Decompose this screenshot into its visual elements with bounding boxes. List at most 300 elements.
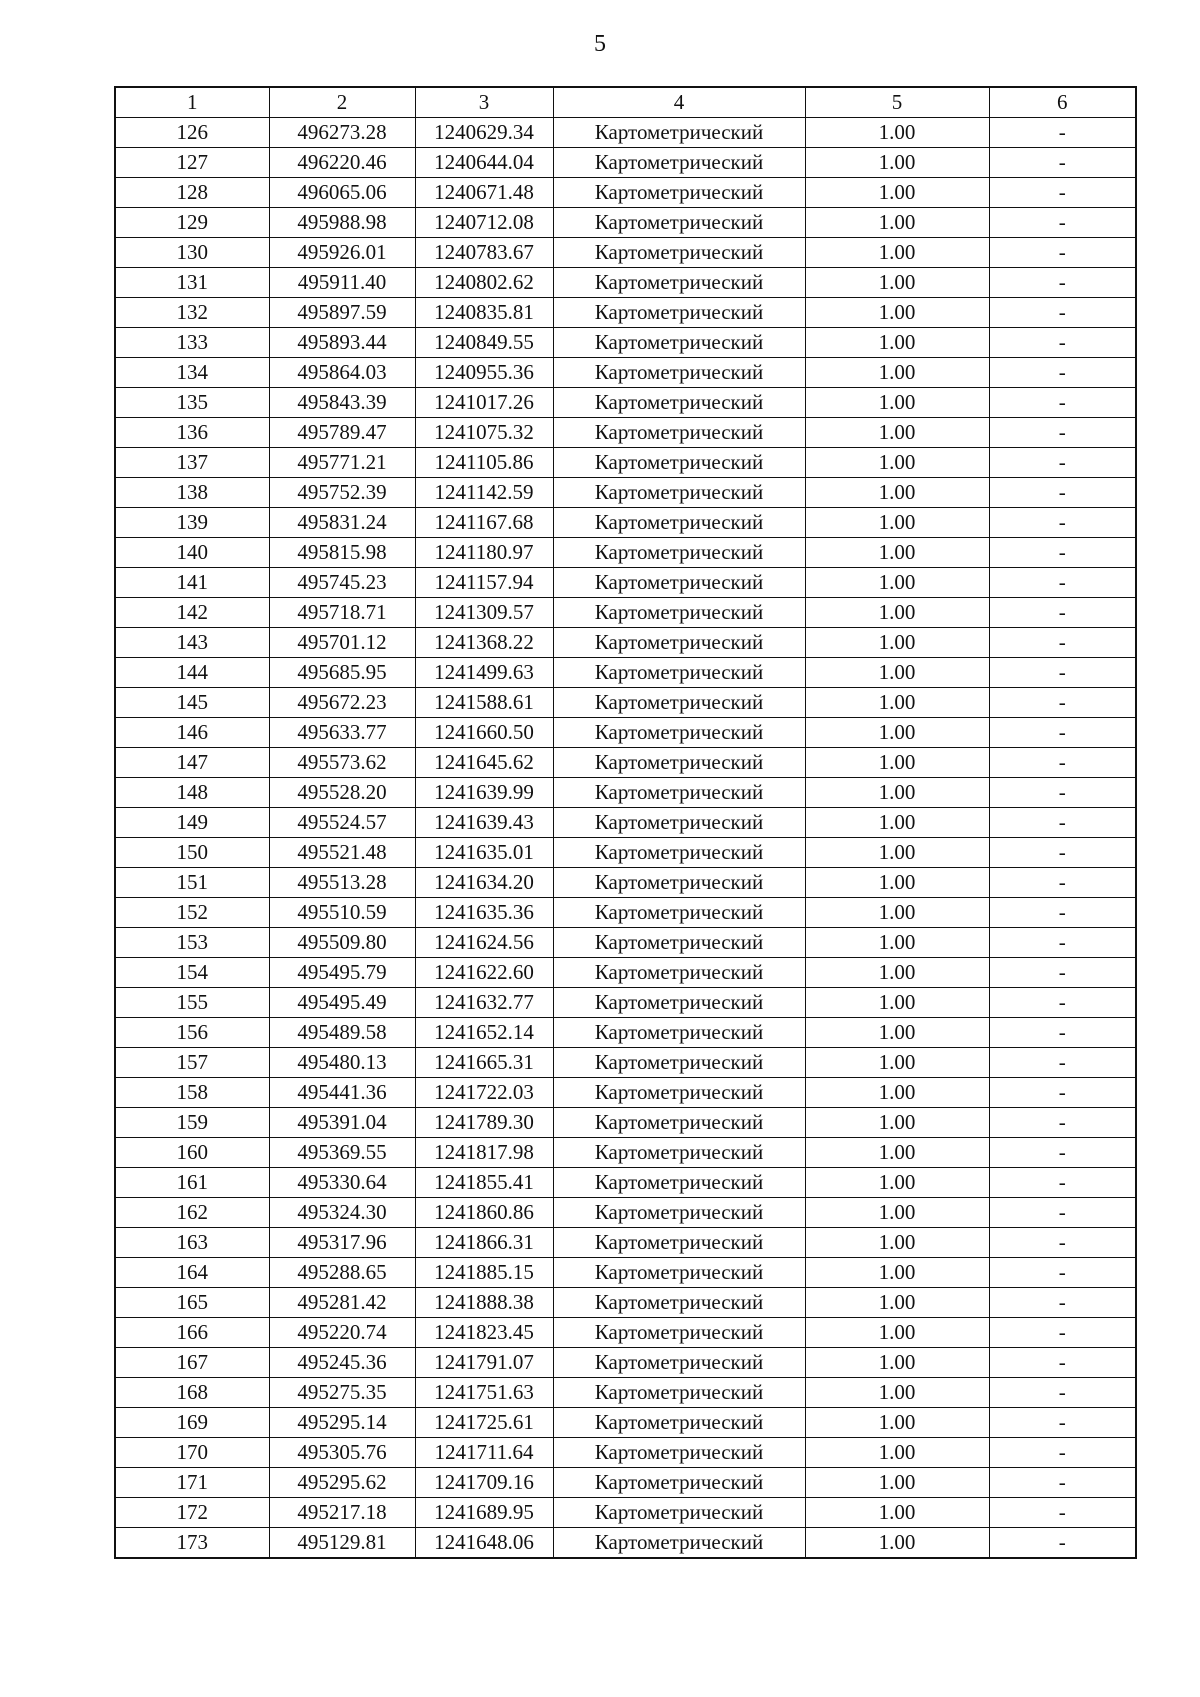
cell-y-coordinate: 1240802.62 — [415, 268, 553, 298]
cell-x-coordinate: 495911.40 — [269, 268, 415, 298]
cell-note: - — [989, 1348, 1136, 1378]
cell-note: - — [989, 1378, 1136, 1408]
table-row — [115, 238, 1136, 268]
cell-x-coordinate: 495672.23 — [269, 688, 415, 718]
header-col-4: 4 — [553, 87, 805, 118]
cell-y-coordinate: 1241167.68 — [415, 508, 553, 538]
cell-x-coordinate: 495305.76 — [269, 1438, 415, 1468]
cell-y-coordinate: 1241622.60 — [415, 958, 553, 988]
cell-y-coordinate: 1241789.30 — [415, 1108, 553, 1138]
cell-accuracy: 1.00 — [805, 838, 989, 868]
cell-method: Картометрический — [553, 208, 805, 238]
cell-y-coordinate: 1241711.64 — [415, 1438, 553, 1468]
cell-method: Картометрический — [553, 1438, 805, 1468]
cell-method: Картометрический — [553, 148, 805, 178]
cell-point-number: 145 — [115, 688, 269, 718]
cell-y-coordinate: 1241624.56 — [415, 928, 553, 958]
table-row — [115, 988, 1136, 1018]
cell-y-coordinate: 1240712.08 — [415, 208, 553, 238]
cell-accuracy: 1.00 — [805, 538, 989, 568]
cell-point-number: 156 — [115, 1018, 269, 1048]
cell-x-coordinate: 495217.18 — [269, 1498, 415, 1528]
cell-x-coordinate: 495275.35 — [269, 1378, 415, 1408]
cell-note: - — [989, 118, 1136, 148]
cell-y-coordinate: 1241635.01 — [415, 838, 553, 868]
cell-method: Картометрический — [553, 628, 805, 658]
cell-method: Картометрический — [553, 568, 805, 598]
cell-point-number: 148 — [115, 778, 269, 808]
cell-point-number: 168 — [115, 1378, 269, 1408]
table-row — [115, 1318, 1136, 1348]
cell-note: - — [989, 1528, 1136, 1559]
cell-note: - — [989, 148, 1136, 178]
cell-x-coordinate: 496220.46 — [269, 148, 415, 178]
cell-method: Картометрический — [553, 328, 805, 358]
cell-note: - — [989, 988, 1136, 1018]
table-row — [115, 448, 1136, 478]
cell-accuracy: 1.00 — [805, 208, 989, 238]
header-col-5: 5 — [805, 87, 989, 118]
cell-method: Картометрический — [553, 1378, 805, 1408]
table-row — [115, 838, 1136, 868]
cell-point-number: 146 — [115, 718, 269, 748]
cell-y-coordinate: 1241817.98 — [415, 1138, 553, 1168]
table-row — [115, 388, 1136, 418]
table-row — [115, 778, 1136, 808]
cell-method: Картометрический — [553, 418, 805, 448]
cell-accuracy: 1.00 — [805, 868, 989, 898]
cell-note: - — [989, 778, 1136, 808]
cell-accuracy: 1.00 — [805, 1498, 989, 1528]
cell-accuracy: 1.00 — [805, 1108, 989, 1138]
cell-accuracy: 1.00 — [805, 568, 989, 598]
cell-point-number: 166 — [115, 1318, 269, 1348]
cell-accuracy: 1.00 — [805, 1318, 989, 1348]
table-row — [115, 298, 1136, 328]
cell-note: - — [989, 298, 1136, 328]
table-row — [115, 928, 1136, 958]
cell-point-number: 128 — [115, 178, 269, 208]
cell-x-coordinate: 495815.98 — [269, 538, 415, 568]
cell-point-number: 159 — [115, 1108, 269, 1138]
cell-note: - — [989, 1018, 1136, 1048]
cell-y-coordinate: 1241632.77 — [415, 988, 553, 1018]
cell-accuracy: 1.00 — [805, 478, 989, 508]
cell-accuracy: 1.00 — [805, 1438, 989, 1468]
cell-note: - — [989, 418, 1136, 448]
cell-accuracy: 1.00 — [805, 118, 989, 148]
cell-method: Картометрический — [553, 958, 805, 988]
table-row — [115, 508, 1136, 538]
cell-x-coordinate: 495897.59 — [269, 298, 415, 328]
table-row — [115, 358, 1136, 388]
cell-note: - — [989, 628, 1136, 658]
cell-point-number: 152 — [115, 898, 269, 928]
cell-point-number: 167 — [115, 1348, 269, 1378]
header-col-6: 6 — [989, 87, 1136, 118]
cell-y-coordinate: 1241665.31 — [415, 1048, 553, 1078]
cell-point-number: 164 — [115, 1258, 269, 1288]
cell-accuracy: 1.00 — [805, 328, 989, 358]
table-row — [115, 958, 1136, 988]
cell-y-coordinate: 1241588.61 — [415, 688, 553, 718]
cell-x-coordinate: 495330.64 — [269, 1168, 415, 1198]
cell-point-number: 129 — [115, 208, 269, 238]
table-row — [115, 1108, 1136, 1138]
cell-note: - — [989, 1138, 1136, 1168]
table-row — [115, 868, 1136, 898]
cell-y-coordinate: 1241309.57 — [415, 598, 553, 628]
cell-method: Картометрический — [553, 1078, 805, 1108]
cell-x-coordinate: 495480.13 — [269, 1048, 415, 1078]
cell-point-number: 157 — [115, 1048, 269, 1078]
cell-accuracy: 1.00 — [805, 448, 989, 478]
cell-note: - — [989, 748, 1136, 778]
cell-point-number: 151 — [115, 868, 269, 898]
cell-x-coordinate: 495864.03 — [269, 358, 415, 388]
cell-accuracy: 1.00 — [805, 1018, 989, 1048]
cell-accuracy: 1.00 — [805, 1528, 989, 1559]
cell-note: - — [989, 1438, 1136, 1468]
cell-accuracy: 1.00 — [805, 1378, 989, 1408]
cell-point-number: 143 — [115, 628, 269, 658]
cell-x-coordinate: 495317.96 — [269, 1228, 415, 1258]
cell-accuracy: 1.00 — [805, 1168, 989, 1198]
table-row — [115, 328, 1136, 358]
cell-note: - — [989, 598, 1136, 628]
cell-y-coordinate: 1241866.31 — [415, 1228, 553, 1258]
cell-note: - — [989, 1468, 1136, 1498]
cell-method: Картометрический — [553, 1048, 805, 1078]
cell-y-coordinate: 1240849.55 — [415, 328, 553, 358]
table-row — [115, 1288, 1136, 1318]
table-row — [115, 1048, 1136, 1078]
cell-y-coordinate: 1240644.04 — [415, 148, 553, 178]
cell-method: Картометрический — [553, 1468, 805, 1498]
cell-y-coordinate: 1241823.45 — [415, 1318, 553, 1348]
cell-note: - — [989, 1288, 1136, 1318]
cell-accuracy: 1.00 — [805, 238, 989, 268]
cell-x-coordinate: 495513.28 — [269, 868, 415, 898]
table-row — [115, 1468, 1136, 1498]
cell-method: Картометрический — [553, 928, 805, 958]
cell-x-coordinate: 495528.20 — [269, 778, 415, 808]
cell-y-coordinate: 1241639.43 — [415, 808, 553, 838]
table-row — [115, 1168, 1136, 1198]
table-row — [115, 1528, 1136, 1559]
cell-x-coordinate: 495893.44 — [269, 328, 415, 358]
table-row — [115, 1258, 1136, 1288]
cell-note: - — [989, 718, 1136, 748]
cell-method: Картометрический — [553, 1198, 805, 1228]
cell-point-number: 171 — [115, 1468, 269, 1498]
cell-method: Картометрический — [553, 898, 805, 928]
cell-x-coordinate: 495718.71 — [269, 598, 415, 628]
cell-note: - — [989, 238, 1136, 268]
cell-y-coordinate: 1241368.22 — [415, 628, 553, 658]
cell-method: Картометрический — [553, 238, 805, 268]
cell-method: Картометрический — [553, 688, 805, 718]
cell-y-coordinate: 1241660.50 — [415, 718, 553, 748]
cell-method: Картометрический — [553, 838, 805, 868]
cell-accuracy: 1.00 — [805, 748, 989, 778]
cell-y-coordinate: 1241652.14 — [415, 1018, 553, 1048]
cell-note: - — [989, 1318, 1136, 1348]
table-row — [115, 478, 1136, 508]
header-row — [115, 87, 1136, 118]
cell-x-coordinate: 495633.77 — [269, 718, 415, 748]
cell-accuracy: 1.00 — [805, 388, 989, 418]
cell-accuracy: 1.00 — [805, 1348, 989, 1378]
cell-note: - — [989, 1108, 1136, 1138]
cell-point-number: 127 — [115, 148, 269, 178]
cell-y-coordinate: 1241157.94 — [415, 568, 553, 598]
table-row — [115, 598, 1136, 628]
cell-accuracy: 1.00 — [805, 778, 989, 808]
cell-method: Картометрический — [553, 1408, 805, 1438]
table-row — [115, 718, 1136, 748]
cell-note: - — [989, 1498, 1136, 1528]
cell-note: - — [989, 1078, 1136, 1108]
table-row — [115, 808, 1136, 838]
cell-note: - — [989, 838, 1136, 868]
cell-x-coordinate: 495288.65 — [269, 1258, 415, 1288]
cell-note: - — [989, 658, 1136, 688]
cell-point-number: 139 — [115, 508, 269, 538]
cell-note: - — [989, 328, 1136, 358]
cell-y-coordinate: 1241075.32 — [415, 418, 553, 448]
cell-y-coordinate: 1241635.36 — [415, 898, 553, 928]
cell-y-coordinate: 1241885.15 — [415, 1258, 553, 1288]
table-row — [115, 418, 1136, 448]
table-row — [115, 1378, 1136, 1408]
table-row — [115, 1198, 1136, 1228]
cell-method: Картометрический — [553, 1108, 805, 1138]
cell-point-number: 170 — [115, 1438, 269, 1468]
table-row — [115, 178, 1136, 208]
cell-accuracy: 1.00 — [805, 988, 989, 1018]
cell-y-coordinate: 1241855.41 — [415, 1168, 553, 1198]
cell-point-number: 149 — [115, 808, 269, 838]
cell-note: - — [989, 268, 1136, 298]
table-row — [115, 658, 1136, 688]
cell-note: - — [989, 478, 1136, 508]
cell-y-coordinate: 1241180.97 — [415, 538, 553, 568]
cell-point-number: 173 — [115, 1528, 269, 1559]
cell-accuracy: 1.00 — [805, 1468, 989, 1498]
cell-y-coordinate: 1241105.86 — [415, 448, 553, 478]
cell-note: - — [989, 208, 1136, 238]
table-row — [115, 1078, 1136, 1108]
cell-note: - — [989, 358, 1136, 388]
cell-note: - — [989, 1258, 1136, 1288]
cell-method: Картометрический — [553, 178, 805, 208]
cell-x-coordinate: 495295.14 — [269, 1408, 415, 1438]
cell-point-number: 147 — [115, 748, 269, 778]
cell-note: - — [989, 508, 1136, 538]
cell-x-coordinate: 495369.55 — [269, 1138, 415, 1168]
cell-x-coordinate: 495324.30 — [269, 1198, 415, 1228]
cell-point-number: 132 — [115, 298, 269, 328]
cell-x-coordinate: 495495.79 — [269, 958, 415, 988]
cell-note: - — [989, 538, 1136, 568]
cell-x-coordinate: 496065.06 — [269, 178, 415, 208]
cell-method: Картометрический — [553, 508, 805, 538]
cell-y-coordinate: 1241017.26 — [415, 388, 553, 418]
cell-point-number: 158 — [115, 1078, 269, 1108]
cell-point-number: 141 — [115, 568, 269, 598]
cell-point-number: 155 — [115, 988, 269, 1018]
cell-y-coordinate: 1241645.62 — [415, 748, 553, 778]
cell-x-coordinate: 495701.12 — [269, 628, 415, 658]
cell-point-number: 162 — [115, 1198, 269, 1228]
cell-accuracy: 1.00 — [805, 358, 989, 388]
table-row — [115, 628, 1136, 658]
header-col-2: 2 — [269, 87, 415, 118]
cell-note: - — [989, 958, 1136, 988]
cell-accuracy: 1.00 — [805, 598, 989, 628]
cell-point-number: 144 — [115, 658, 269, 688]
cell-accuracy: 1.00 — [805, 268, 989, 298]
cell-method: Картометрический — [553, 298, 805, 328]
cell-accuracy: 1.00 — [805, 1138, 989, 1168]
table-row — [115, 208, 1136, 238]
cell-note: - — [989, 1408, 1136, 1438]
cell-accuracy: 1.00 — [805, 148, 989, 178]
cell-accuracy: 1.00 — [805, 628, 989, 658]
cell-method: Картометрический — [553, 1288, 805, 1318]
table-row — [115, 1228, 1136, 1258]
cell-note: - — [989, 1228, 1136, 1258]
cell-point-number: 134 — [115, 358, 269, 388]
cell-method: Картометрический — [553, 1498, 805, 1528]
cell-method: Картометрический — [553, 1348, 805, 1378]
cell-point-number: 160 — [115, 1138, 269, 1168]
cell-method: Картометрический — [553, 598, 805, 628]
cell-x-coordinate: 496273.28 — [269, 118, 415, 148]
cell-x-coordinate: 495245.36 — [269, 1348, 415, 1378]
cell-y-coordinate: 1241648.06 — [415, 1528, 553, 1559]
cell-y-coordinate: 1241499.63 — [415, 658, 553, 688]
page-number: 5 — [594, 31, 606, 57]
table-header — [115, 87, 1136, 118]
cell-method: Картометрический — [553, 358, 805, 388]
cell-x-coordinate: 495843.39 — [269, 388, 415, 418]
table-row — [115, 538, 1136, 568]
cell-x-coordinate: 495281.42 — [269, 1288, 415, 1318]
cell-point-number: 138 — [115, 478, 269, 508]
cell-accuracy: 1.00 — [805, 508, 989, 538]
cell-x-coordinate: 495789.47 — [269, 418, 415, 448]
cell-accuracy: 1.00 — [805, 1198, 989, 1228]
cell-accuracy: 1.00 — [805, 1228, 989, 1258]
coordinates-table — [114, 86, 1137, 1559]
cell-point-number: 172 — [115, 1498, 269, 1528]
cell-point-number: 135 — [115, 388, 269, 418]
cell-method: Картометрический — [553, 778, 805, 808]
cell-note: - — [989, 1198, 1136, 1228]
cell-y-coordinate: 1241751.63 — [415, 1378, 553, 1408]
cell-accuracy: 1.00 — [805, 178, 989, 208]
table-row — [115, 148, 1136, 178]
cell-accuracy: 1.00 — [805, 718, 989, 748]
cell-x-coordinate: 495752.39 — [269, 478, 415, 508]
cell-y-coordinate: 1240835.81 — [415, 298, 553, 328]
cell-x-coordinate: 495524.57 — [269, 808, 415, 838]
cell-x-coordinate: 495509.80 — [269, 928, 415, 958]
cell-y-coordinate: 1240671.48 — [415, 178, 553, 208]
cell-method: Картометрический — [553, 478, 805, 508]
table-row — [115, 1438, 1136, 1468]
cell-method: Картометрический — [553, 808, 805, 838]
cell-x-coordinate: 495129.81 — [269, 1528, 415, 1559]
cell-method: Картометрический — [553, 388, 805, 418]
cell-y-coordinate: 1240783.67 — [415, 238, 553, 268]
table-row — [115, 1348, 1136, 1378]
cell-method: Картометрический — [553, 268, 805, 298]
cell-note: - — [989, 898, 1136, 928]
table-row — [115, 898, 1136, 928]
cell-accuracy: 1.00 — [805, 688, 989, 718]
cell-x-coordinate: 495295.62 — [269, 1468, 415, 1498]
cell-y-coordinate: 1241689.95 — [415, 1498, 553, 1528]
cell-x-coordinate: 495521.48 — [269, 838, 415, 868]
cell-method: Картометрический — [553, 1258, 805, 1288]
cell-note: - — [989, 688, 1136, 718]
cell-x-coordinate: 495988.98 — [269, 208, 415, 238]
cell-x-coordinate: 495391.04 — [269, 1108, 415, 1138]
cell-y-coordinate: 1241791.07 — [415, 1348, 553, 1378]
cell-point-number: 140 — [115, 538, 269, 568]
cell-y-coordinate: 1240955.36 — [415, 358, 553, 388]
table-row — [115, 568, 1136, 598]
cell-x-coordinate: 495926.01 — [269, 238, 415, 268]
cell-x-coordinate: 495441.36 — [269, 1078, 415, 1108]
cell-accuracy: 1.00 — [805, 1078, 989, 1108]
cell-y-coordinate: 1241709.16 — [415, 1468, 553, 1498]
cell-method: Картометрический — [553, 868, 805, 898]
cell-point-number: 150 — [115, 838, 269, 868]
cell-accuracy: 1.00 — [805, 958, 989, 988]
cell-method: Картометрический — [553, 538, 805, 568]
cell-y-coordinate: 1241725.61 — [415, 1408, 553, 1438]
cell-point-number: 131 — [115, 268, 269, 298]
cell-note: - — [989, 388, 1136, 418]
cell-method: Картометрический — [553, 658, 805, 688]
cell-point-number: 163 — [115, 1228, 269, 1258]
cell-note: - — [989, 1168, 1136, 1198]
cell-method: Картометрический — [553, 1528, 805, 1559]
cell-point-number: 126 — [115, 118, 269, 148]
cell-y-coordinate: 1241722.03 — [415, 1078, 553, 1108]
cell-accuracy: 1.00 — [805, 418, 989, 448]
cell-x-coordinate: 495831.24 — [269, 508, 415, 538]
cell-method: Картометрический — [553, 1168, 805, 1198]
cell-x-coordinate: 495745.23 — [269, 568, 415, 598]
table-row — [115, 688, 1136, 718]
cell-y-coordinate: 1241888.38 — [415, 1288, 553, 1318]
cell-accuracy: 1.00 — [805, 808, 989, 838]
table-row — [115, 1018, 1136, 1048]
cell-accuracy: 1.00 — [805, 928, 989, 958]
header-col-1: 1 — [115, 87, 269, 118]
cell-accuracy: 1.00 — [805, 1408, 989, 1438]
cell-method: Картометрический — [553, 1228, 805, 1258]
cell-point-number: 161 — [115, 1168, 269, 1198]
table-row — [115, 118, 1136, 148]
cell-method: Картометрический — [553, 1138, 805, 1168]
header-col-3: 3 — [415, 87, 553, 118]
